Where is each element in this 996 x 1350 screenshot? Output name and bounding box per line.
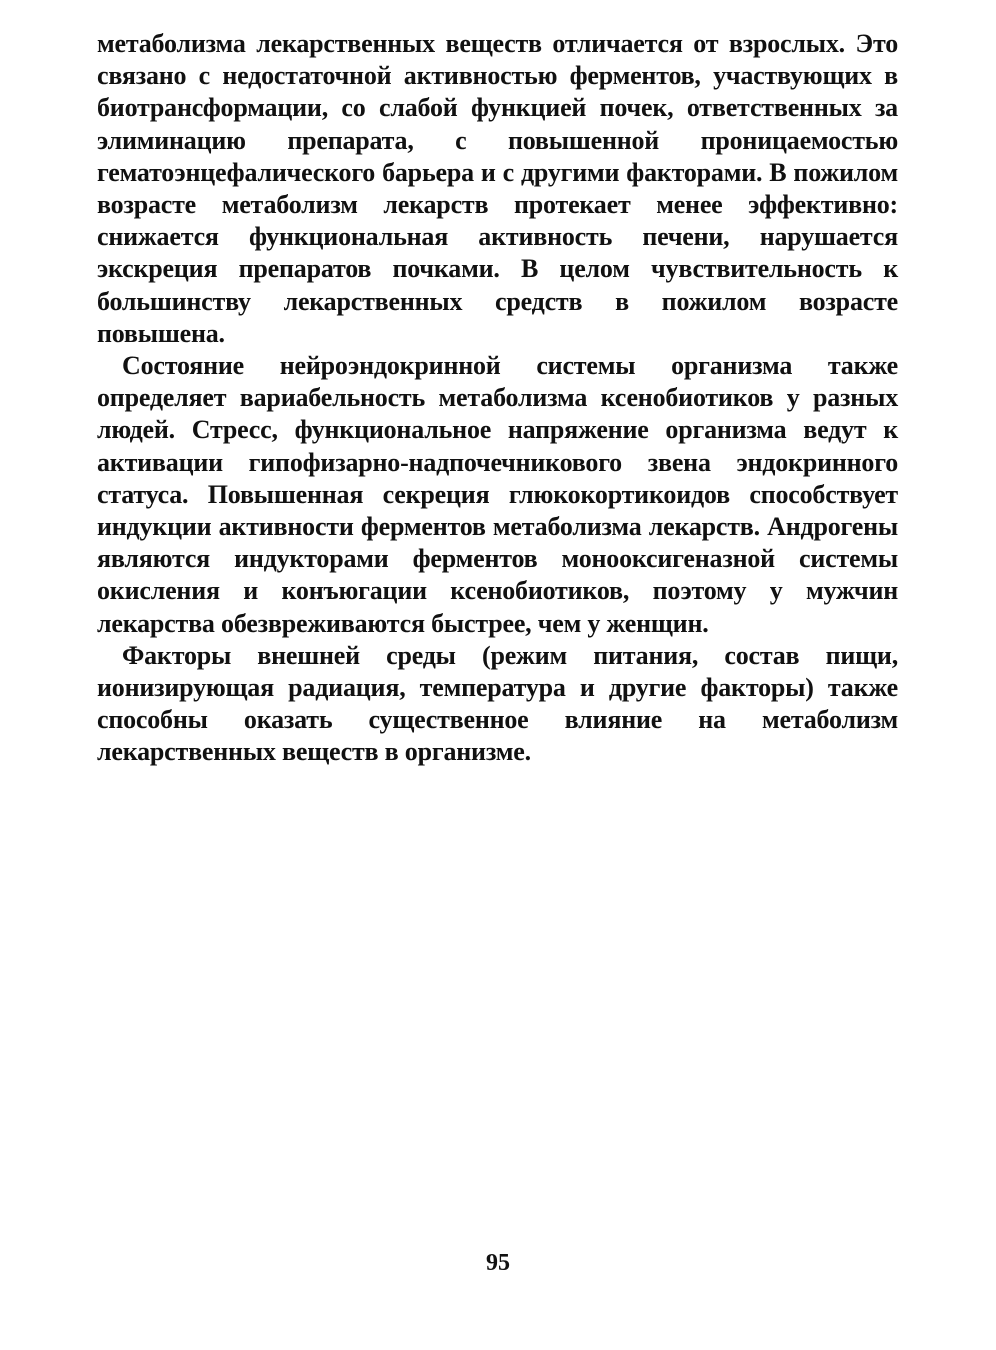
paragraph-neuroendocrine: Состояние нейроэндокринной системы организма также определяет вариабельность метаболизма ксенобиотиков у разных людей. Стресс, функциональное напряжение организма ведут к активации гипофизарно-надпочечникового звена эндокринного статуса. Повышенная секреция глюкокортикоидов способствует индукции активности ферментов метаболизма лекарств. Андрогены являются индукторами ферментов монооксигеназной системы окисления и конъюгации ксенобиотиков, поэтому у мужчин лекарства обезвреживаются быстрее, чем у женщин.	[97, 351, 898, 638]
paragraph-continuation: метаболизма лекарственных веществ отличается от взрослых. Это связано с недостаточной активностью ферментов, участвующих в биотрансформации, со слабой функцией почек, ответственных за элиминацию препарата, с повышенной проницаемостью гематоэнцефалического барьера и с другими факторами. В пожилом возрасте метаболизм лекарств протекает менее эффективно: снижается функциональная активность печени, нарушается экскреция препаратов почками. В целом чувствительность к большинству лекарственных средств в пожилом возрасте повышена.	[97, 29, 898, 348]
body-text	[97, 28, 898, 769]
paragraph-environment: Факторы внешней среды (режим питания, состав пищи, ионизирующая радиация, температура и другие факторы) также способны оказать существенное влияние на метаболизм лекарственных веществ в организме.	[97, 640, 898, 767]
page-number: 95	[486, 1250, 510, 1276]
